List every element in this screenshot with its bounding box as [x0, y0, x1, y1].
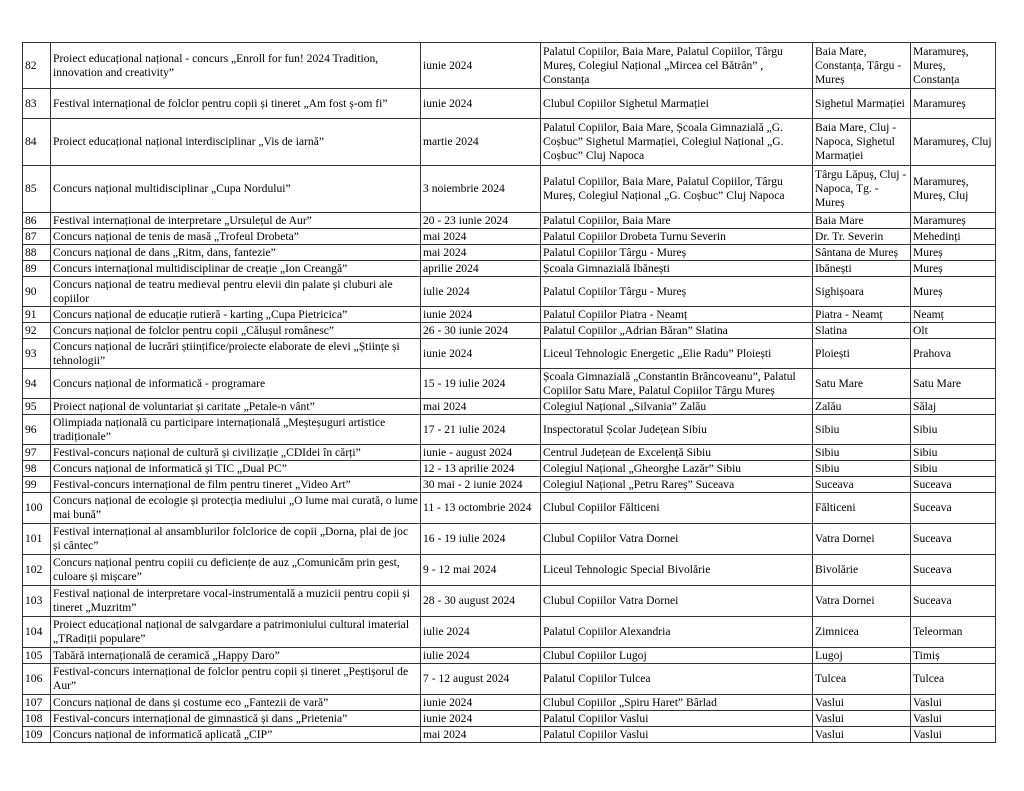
city-cell: Sibiu [813, 415, 911, 445]
event-name-cell: Concurs național de lucrări științifice/proiecte elaborate de elevi „Științe și tehnologii” [51, 339, 421, 369]
event-date-cell: iunie 2024 [421, 307, 541, 323]
row-number-cell: 82 [23, 43, 51, 89]
table-row [23, 261, 996, 277]
row-number-cell: 105 [23, 648, 51, 664]
row-number-cell: 87 [23, 229, 51, 245]
table-row [23, 555, 996, 586]
event-date-cell: 7 - 12 august 2024 [421, 664, 541, 695]
row-number-cell: 89 [23, 261, 51, 277]
county-cell: Prahova [911, 339, 996, 369]
city-cell: Satu Mare [813, 369, 911, 399]
county-cell: Mureș [911, 245, 996, 261]
table-row [23, 477, 996, 493]
row-number-cell: 95 [23, 399, 51, 415]
row-number-cell: 107 [23, 695, 51, 711]
table-row [23, 213, 996, 229]
event-date-cell: martie 2024 [421, 119, 541, 166]
event-date-cell: 28 - 30 august 2024 [421, 586, 541, 617]
county-cell: Suceava [911, 493, 996, 524]
county-cell: Mureș [911, 277, 996, 307]
row-number-cell: 86 [23, 213, 51, 229]
table-row [23, 277, 996, 307]
city-cell: Târgu Lăpuș, Cluj - Napoca, Tg. - Mureș [813, 166, 911, 213]
event-name-cell: Festival-concurs național de cultură și civilizație „CDIdei în cărți” [51, 445, 421, 461]
event-date-cell: iunie 2024 [421, 711, 541, 727]
city-cell: Sântana de Mureș [813, 245, 911, 261]
event-date-cell: aprilie 2024 [421, 261, 541, 277]
county-cell: Maramureș, Mureș, Cluj [911, 166, 996, 213]
row-number-cell: 92 [23, 323, 51, 339]
event-date-cell: 3 noiembrie 2024 [421, 166, 541, 213]
event-date-cell: mai 2024 [421, 245, 541, 261]
organizer-cell: Școala Gimnazială „Constantin Brâncoveanu”, Palatul Copiilor Satu Mare, Palatul Copiilor Târgu Mureș [541, 369, 813, 399]
city-cell: Sibiu [813, 445, 911, 461]
event-date-cell: 26 - 30 iunie 2024 [421, 323, 541, 339]
row-number-cell: 94 [23, 369, 51, 399]
event-name-cell: Concurs național de teatru medieval pentru elevii din palate și cluburi ale copiilor [51, 277, 421, 307]
county-cell: Satu Mare [911, 369, 996, 399]
table-row [23, 711, 996, 727]
organizer-cell: Palatul Copiilor, Baia Mare [541, 213, 813, 229]
row-number-cell: 109 [23, 727, 51, 743]
county-cell: Vaslui [911, 727, 996, 743]
event-name-cell: Concurs național de ecologie și protecția mediului „O lume mai curată, o lume mai bună” [51, 493, 421, 524]
event-name-cell: Festival-concurs internațional de gimnastică și dans „Prietenia” [51, 711, 421, 727]
table-row [23, 43, 996, 89]
organizer-cell: Liceul Tehnologic Special Bivolărie [541, 555, 813, 586]
table-row [23, 399, 996, 415]
event-date-cell: 11 - 13 octombrie 2024 [421, 493, 541, 524]
table-row [23, 493, 996, 524]
table-row [23, 307, 996, 323]
event-date-cell: 16 - 19 iulie 2024 [421, 524, 541, 555]
table-row [23, 524, 996, 555]
event-date-cell: iulie 2024 [421, 648, 541, 664]
organizer-cell: Clubul Copiilor „Spiru Haret” Bârlad [541, 695, 813, 711]
county-cell: Suceava [911, 524, 996, 555]
city-cell: Suceava [813, 477, 911, 493]
event-name-cell: Concurs național de informatică - programare [51, 369, 421, 399]
event-name-cell: Concurs național de informatică și TIC „Dual PC” [51, 461, 421, 477]
event-name-cell: Proiect educațional național interdisciplinar „Vis de iarnă” [51, 119, 421, 166]
event-name-cell: Proiect național de voluntariat și caritate „Petale-n vânt” [51, 399, 421, 415]
row-number-cell: 99 [23, 477, 51, 493]
event-date-cell: mai 2024 [421, 229, 541, 245]
row-number-cell: 90 [23, 277, 51, 307]
event-date-cell: 20 - 23 iunie 2024 [421, 213, 541, 229]
organizer-cell: Palatul Copiilor Alexandria [541, 617, 813, 648]
table-row [23, 119, 996, 166]
table-row [23, 461, 996, 477]
county-cell: Vaslui [911, 711, 996, 727]
event-date-cell: 9 - 12 mai 2024 [421, 555, 541, 586]
row-number-cell: 97 [23, 445, 51, 461]
city-cell: Zimnicea [813, 617, 911, 648]
county-cell: Sibiu [911, 415, 996, 445]
event-date-cell: iunie 2024 [421, 43, 541, 89]
city-cell: Bivolărie [813, 555, 911, 586]
row-number-cell: 98 [23, 461, 51, 477]
row-number-cell: 102 [23, 555, 51, 586]
county-cell: Maramureș [911, 213, 996, 229]
event-name-cell: Festival internațional de interpretare „Ursulețul de Aur” [51, 213, 421, 229]
row-number-cell: 93 [23, 339, 51, 369]
event-name-cell: Festival internațional al ansamblurilor folclorice de copii „Dorna, plai de joc și cântec” [51, 524, 421, 555]
organizer-cell: Palatul Copiilor Tulcea [541, 664, 813, 695]
organizer-cell: Palatul Copiilor Vaslui [541, 711, 813, 727]
event-name-cell: Concurs național de tenis de masă „Trofeul Drobeta” [51, 229, 421, 245]
city-cell: Lugoj [813, 648, 911, 664]
table-row [23, 727, 996, 743]
county-cell: Maramureș, Mureș, Constanța [911, 43, 996, 89]
county-cell: Sibiu [911, 461, 996, 477]
city-cell: Slatina [813, 323, 911, 339]
table-row [23, 89, 996, 119]
event-date-cell: iunie - august 2024 [421, 445, 541, 461]
event-name-cell: Concurs național de educație rutieră - karting „Cupa Pietricica” [51, 307, 421, 323]
county-cell: Neamț [911, 307, 996, 323]
event-date-cell: iunie 2024 [421, 695, 541, 711]
county-cell: Teleorman [911, 617, 996, 648]
row-number-cell: 106 [23, 664, 51, 695]
organizer-cell: Inspectoratul Școlar Județean Sibiu [541, 415, 813, 445]
county-cell: Sibiu [911, 445, 996, 461]
organizer-cell: Palatul Copiilor, Baia Mare, Școala Gimnazială „G. Coșbuc” Sighetul Marmației, Colegiul Național „G. Coșbuc” Cluj Napoca [541, 119, 813, 166]
city-cell: Baia Mare [813, 213, 911, 229]
city-cell: Tulcea [813, 664, 911, 695]
row-number-cell: 108 [23, 711, 51, 727]
organizer-cell: Palatul Copiilor Târgu - Mureș [541, 277, 813, 307]
event-name-cell: Concurs național pentru copiii cu deficiențe de auz „Comunicăm prin gest, culoare și mișcare” [51, 555, 421, 586]
event-name-cell: Concurs național multidisciplinar „Cupa Nordului” [51, 166, 421, 213]
event-name-cell: Festival-concurs internațional de folclor pentru copii și tineret „Peștișorul de Aur” [51, 664, 421, 695]
city-cell: Ploiești [813, 339, 911, 369]
county-cell: Suceava [911, 586, 996, 617]
event-name-cell: Festival internațional de folclor pentru copii și tineret „Am fost ș-om fi” [51, 89, 421, 119]
event-name-cell: Olimpiada națională cu participare internațională „Meșteșuguri artistice tradiționale” [51, 415, 421, 445]
row-number-cell: 100 [23, 493, 51, 524]
organizer-cell: Palatul Copiilor, Baia Mare, Palatul Copiilor, Târgu Mureș, Colegiul Național „Mircea cel Bătrân” , Constanța [541, 43, 813, 89]
organizer-cell: Colegiul Național „Silvania” Zalău [541, 399, 813, 415]
event-date-cell: mai 2024 [421, 399, 541, 415]
organizer-cell: Palatul Copiilor Vaslui [541, 727, 813, 743]
city-cell: Piatra - Neamț [813, 307, 911, 323]
table-row [23, 648, 996, 664]
organizer-cell: Clubul Copiilor Vatra Dornei [541, 586, 813, 617]
county-cell: Timiș [911, 648, 996, 664]
table-row [23, 339, 996, 369]
row-number-cell: 91 [23, 307, 51, 323]
row-number-cell: 104 [23, 617, 51, 648]
organizer-cell: Palatul Copiilor Drobeta Turnu Severin [541, 229, 813, 245]
organizer-cell: Clubul Copiilor Sighetul Marmației [541, 89, 813, 119]
city-cell: Vatra Dornei [813, 524, 911, 555]
event-name-cell: Concurs național de informatică aplicată „CIP” [51, 727, 421, 743]
city-cell: Sighetul Marmației [813, 89, 911, 119]
city-cell: Vaslui [813, 711, 911, 727]
event-name-cell: Concurs internațional multidisciplinar de creație „Ion Creangă” [51, 261, 421, 277]
event-date-cell: mai 2024 [421, 727, 541, 743]
organizer-cell: Centrul Județean de Excelență Sibiu [541, 445, 813, 461]
event-name-cell: Concurs național de dans și costume eco „Fantezii de vară” [51, 695, 421, 711]
event-date-cell: 15 - 19 iulie 2024 [421, 369, 541, 399]
table-row [23, 166, 996, 213]
event-date-cell: iulie 2024 [421, 277, 541, 307]
city-cell: Baia Mare, Constanța, Târgu - Mureș [813, 43, 911, 89]
row-number-cell: 103 [23, 586, 51, 617]
organizer-cell: Colegiul Național „Petru Rareș” Suceava [541, 477, 813, 493]
organizer-cell: Palatul Copiilor Târgu - Mureș [541, 245, 813, 261]
event-date-cell: iunie 2024 [421, 339, 541, 369]
organizer-cell: Clubul Copiilor Fălticeni [541, 493, 813, 524]
table-row [23, 617, 996, 648]
event-name-cell: Concurs național de dans „Ritm, dans, fantezie” [51, 245, 421, 261]
event-date-cell: 17 - 21 iulie 2024 [421, 415, 541, 445]
county-cell: Maramureș, Cluj [911, 119, 996, 166]
row-number-cell: 101 [23, 524, 51, 555]
table-row [23, 695, 996, 711]
table-row [23, 445, 996, 461]
event-name-cell: Tabără internațională de ceramică „Happy Daro” [51, 648, 421, 664]
event-date-cell: 30 mai - 2 iunie 2024 [421, 477, 541, 493]
event-date-cell: 12 - 13 aprilie 2024 [421, 461, 541, 477]
city-cell: Vatra Dornei [813, 586, 911, 617]
event-date-cell: iulie 2024 [421, 617, 541, 648]
event-name-cell: Proiect educațional național de salvgardare a patrimoniului cultural imaterial „TRadiții populare” [51, 617, 421, 648]
organizer-cell: Clubul Copiilor Lugoj [541, 648, 813, 664]
county-cell: Sălaj [911, 399, 996, 415]
city-cell: Sighișoara [813, 277, 911, 307]
organizer-cell: Școala Gimnazială Ibănești [541, 261, 813, 277]
table-row [23, 245, 996, 261]
table-row [23, 415, 996, 445]
organizer-cell: Palatul Copiilor, Baia Mare, Palatul Copiilor, Târgu Mureș, Colegiul Național „G. Coșbuc” Cluj Napoca [541, 166, 813, 213]
event-name-cell: Concurs național de folclor pentru copii „Călușul românesc” [51, 323, 421, 339]
event-name-cell: Festival național de interpretare vocal-instrumentală a muzicii pentru copii și tineret „Muzritm” [51, 586, 421, 617]
events-table [22, 42, 996, 743]
table-row [23, 664, 996, 695]
organizer-cell: Clubul Copiilor Vatra Dornei [541, 524, 813, 555]
row-number-cell: 85 [23, 166, 51, 213]
county-cell: Suceava [911, 555, 996, 586]
table-row [23, 323, 996, 339]
row-number-cell: 84 [23, 119, 51, 166]
city-cell: Baia Mare, Cluj - Napoca, Sighetul Marmației [813, 119, 911, 166]
county-cell: Mehedinți [911, 229, 996, 245]
event-name-cell: Festival-concurs internațional de film pentru tineret „Video Art” [51, 477, 421, 493]
table-row [23, 586, 996, 617]
organizer-cell: Colegiul Național „Gheorghe Lazăr” Sibiu [541, 461, 813, 477]
organizer-cell: Palatul Copiilor Piatra - Neamț [541, 307, 813, 323]
city-cell: Ibănești [813, 261, 911, 277]
city-cell: Zalău [813, 399, 911, 415]
events-table-body [23, 43, 996, 743]
county-cell: Mureș [911, 261, 996, 277]
county-cell: Olt [911, 323, 996, 339]
county-cell: Vaslui [911, 695, 996, 711]
county-cell: Maramureș [911, 89, 996, 119]
table-row [23, 229, 996, 245]
event-name-cell: Proiect educațional național - concurs „Enroll for fun! 2024 Tradition, innovation and creativity” [51, 43, 421, 89]
table-row [23, 369, 996, 399]
event-date-cell: iunie 2024 [421, 89, 541, 119]
city-cell: Dr. Tr. Severin [813, 229, 911, 245]
city-cell: Vaslui [813, 727, 911, 743]
organizer-cell: Liceul Tehnologic Energetic „Elie Radu” Ploiești [541, 339, 813, 369]
city-cell: Fălticeni [813, 493, 911, 524]
county-cell: Tulcea [911, 664, 996, 695]
city-cell: Sibiu [813, 461, 911, 477]
row-number-cell: 88 [23, 245, 51, 261]
city-cell: Vaslui [813, 695, 911, 711]
county-cell: Suceava [911, 477, 996, 493]
row-number-cell: 96 [23, 415, 51, 445]
row-number-cell: 83 [23, 89, 51, 119]
organizer-cell: Palatul Copiilor „Adrian Băran” Slatina [541, 323, 813, 339]
